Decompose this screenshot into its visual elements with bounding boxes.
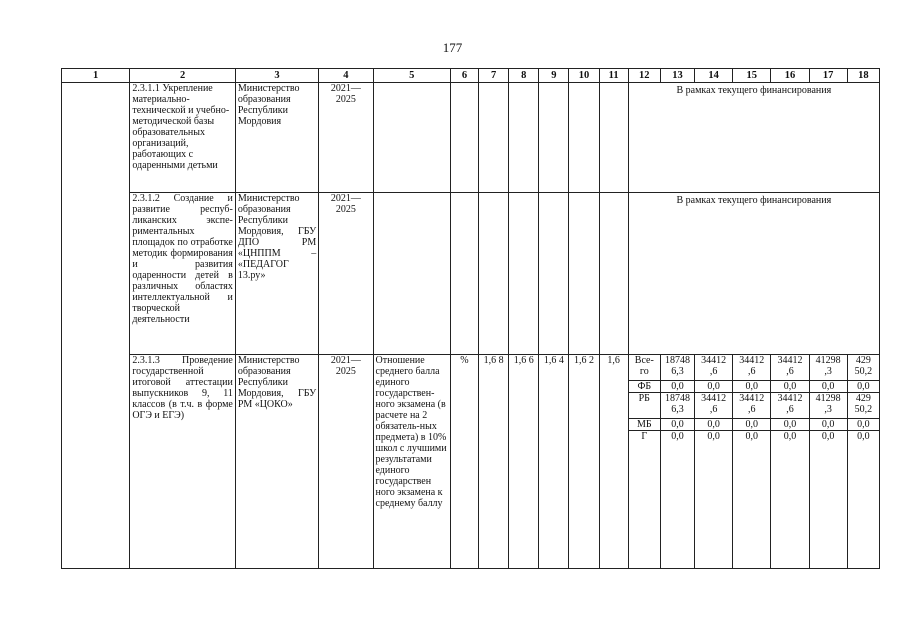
period: 2021—2025 <box>319 83 373 193</box>
col-header: 15 <box>733 69 771 83</box>
financing-note: В рамках текущего финансирования <box>628 83 879 193</box>
empty-cell <box>450 193 478 355</box>
empty-cell <box>509 83 539 193</box>
measure-name: 2.3.1.2 Создание и развитие респуб-ликанских экспе-риментальных площадок по отработке методик формирования и развития одаренности детей в различных областях интеллектуальной и творческой деятельности <box>130 193 236 355</box>
empty-cell <box>373 83 450 193</box>
measure-name: 2.3.1.3 Проведение государственной итоговой аттестации выпускников 9, 11 классов (в т.ч. в форме ОГЭ и ЕГЭ) <box>130 355 236 569</box>
period: 2021—2025 <box>319 193 373 355</box>
indicator-value: 1,6 <box>599 355 628 569</box>
col-header: 12 <box>628 69 660 83</box>
finance-value: 429 50,2 <box>847 393 879 419</box>
measure-name: 2.3.1.1 Укрепление материально-технической и учебно-методической базы образовательных организаций, работающих с одаренными детьми <box>130 83 236 193</box>
executor: Министерство образования Республики Мордовия, ГБУ ДПО РМ «ЦНППМ – «ПЕДАГОГ 13.ру» <box>235 193 318 355</box>
finance-value: 41298 ,3 <box>809 393 847 419</box>
col-header: 8 <box>509 69 539 83</box>
finance-value: 0,0 <box>733 381 771 393</box>
col-header: 7 <box>479 69 509 83</box>
finance-value: 18748 6,3 <box>660 393 694 419</box>
finance-value: 34412 ,6 <box>771 393 809 419</box>
table-row <box>62 355 880 381</box>
finance-value: 0,0 <box>695 431 733 569</box>
col-header: 3 <box>235 69 318 83</box>
finance-value: 34412 ,6 <box>695 355 733 381</box>
empty-cell <box>569 83 599 193</box>
finance-value: 0,0 <box>733 431 771 569</box>
finance-value: 0,0 <box>660 419 694 431</box>
finance-value: 0,0 <box>809 419 847 431</box>
col-header: 4 <box>319 69 373 83</box>
indicator-value: 1,6 6 <box>509 355 539 569</box>
table-row <box>62 83 880 193</box>
table-row <box>62 193 880 355</box>
header-row <box>62 69 880 83</box>
finance-value: 0,0 <box>809 431 847 569</box>
indicator: Отношение среднего балла единого государствен-ного экзамена (в расчете на 2 обязатель-ных предмета) в 10% школ с лучшими результатами единого государствен ного экзамена к среднему баллу <box>373 355 450 569</box>
col-header: 6 <box>450 69 478 83</box>
empty-cell <box>62 83 130 569</box>
unit: % <box>450 355 478 569</box>
empty-cell <box>539 83 569 193</box>
finance-label: Все-го <box>628 355 660 381</box>
finance-value: 0,0 <box>660 431 694 569</box>
finance-label: Г <box>628 431 660 569</box>
finance-value: 0,0 <box>847 381 879 393</box>
finance-value: 0,0 <box>733 419 771 431</box>
empty-cell <box>450 83 478 193</box>
program-table <box>61 68 880 569</box>
col-header: 2 <box>130 69 236 83</box>
finance-value: 0,0 <box>695 381 733 393</box>
finance-value: 0,0 <box>771 431 809 569</box>
empty-cell <box>569 193 599 355</box>
executor: Министерство образования Республики Мордовия <box>235 83 318 193</box>
empty-cell <box>539 193 569 355</box>
finance-label: МБ <box>628 419 660 431</box>
empty-cell <box>373 193 450 355</box>
col-header: 14 <box>695 69 733 83</box>
indicator-value: 1,6 4 <box>539 355 569 569</box>
empty-cell <box>509 193 539 355</box>
col-header: 1 <box>62 69 130 83</box>
finance-value: 0,0 <box>847 431 879 569</box>
finance-value: 0,0 <box>695 419 733 431</box>
col-header: 9 <box>539 69 569 83</box>
period: 2021—2025 <box>319 355 373 569</box>
finance-label: РБ <box>628 393 660 419</box>
finance-value: 0,0 <box>660 381 694 393</box>
col-header: 5 <box>373 69 450 83</box>
col-header: 13 <box>660 69 694 83</box>
finance-value: 34412 ,6 <box>771 355 809 381</box>
executor: Министерство образования Республики Мордовия, ГБУ РМ «ЦОКО» <box>235 355 318 569</box>
col-header: 10 <box>569 69 599 83</box>
empty-cell <box>479 83 509 193</box>
finance-label: ФБ <box>628 381 660 393</box>
finance-value: 34412 ,6 <box>733 393 771 419</box>
finance-value: 34412 ,6 <box>733 355 771 381</box>
col-header: 18 <box>847 69 879 83</box>
finance-value: 18748 6,3 <box>660 355 694 381</box>
financing-note: В рамках текущего финансирования <box>628 193 879 355</box>
indicator-value: 1,6 2 <box>569 355 599 569</box>
finance-value: 429 50,2 <box>847 355 879 381</box>
finance-value: 0,0 <box>809 381 847 393</box>
finance-value: 41298 ,3 <box>809 355 847 381</box>
indicator-value: 1,6 8 <box>479 355 509 569</box>
col-header: 11 <box>599 69 628 83</box>
page-number: 177 <box>442 40 463 55</box>
empty-cell <box>599 193 628 355</box>
col-header: 16 <box>771 69 809 83</box>
finance-value: 34412 ,6 <box>695 393 733 419</box>
finance-value: 0,0 <box>847 419 879 431</box>
finance-value: 0,0 <box>771 419 809 431</box>
empty-cell <box>599 83 628 193</box>
finance-value: 0,0 <box>771 381 809 393</box>
empty-cell <box>479 193 509 355</box>
col-header: 17 <box>809 69 847 83</box>
